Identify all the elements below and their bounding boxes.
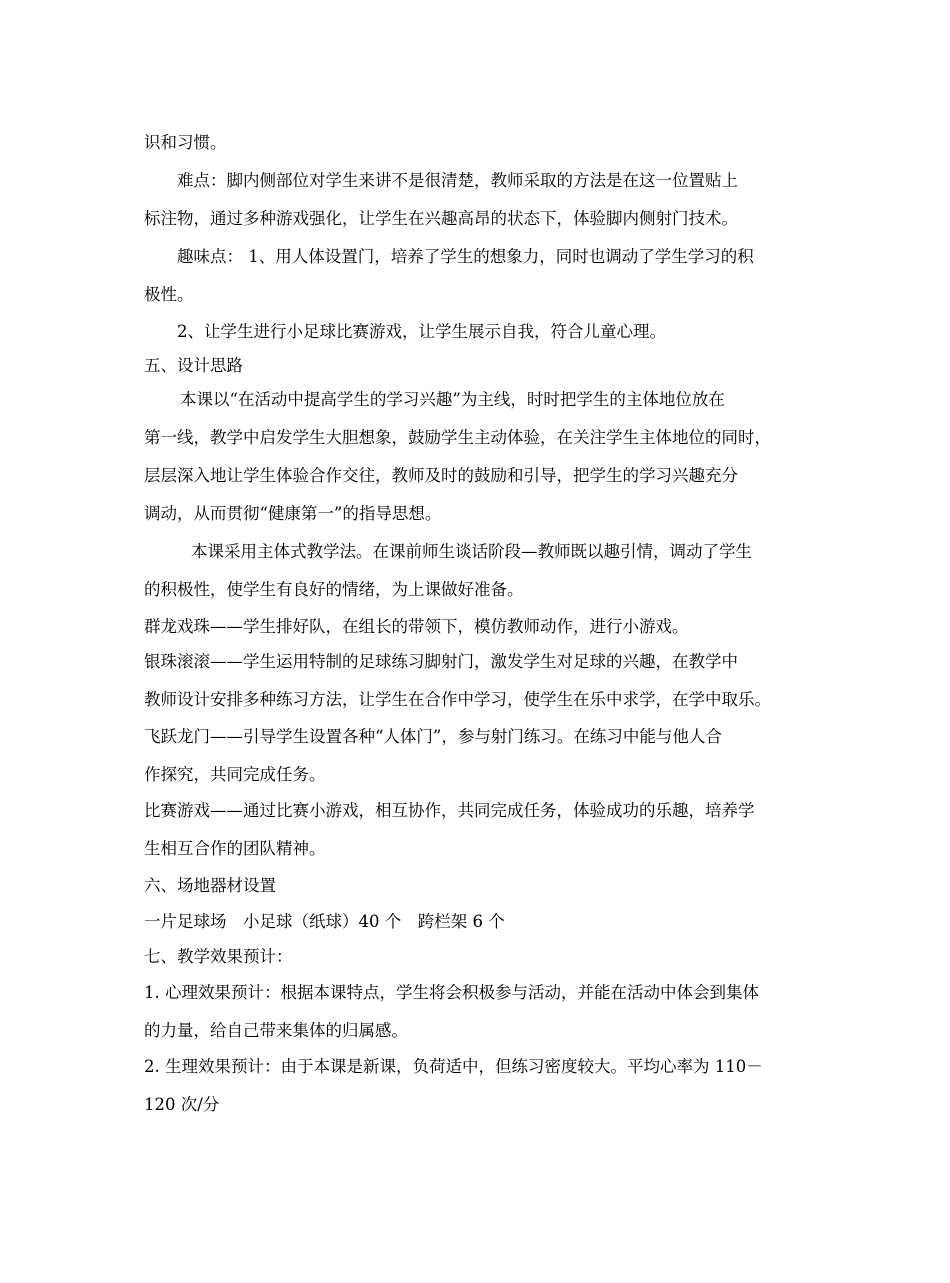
text-line: 教师设计安排多种练习方法，让学生在合作中学习，使学生在乐中求学，在学中取乐。 bbox=[144, 690, 771, 709]
text-line: 标注物，通过多种游戏强化，让学生在兴趣高昂的状态下，体验脚内侧射门技术。 bbox=[144, 209, 738, 228]
text-line: 的力量，给自己带来集体的归属感。 bbox=[144, 1021, 408, 1040]
text-line: 趣味点： 1、用人体设置门，培养了学生的想象力，同时也调动了学生学习的积 bbox=[177, 247, 754, 266]
text-line: 120 次/分 bbox=[144, 1095, 220, 1114]
text-line: 本课采用主体式教学法。在课前师生谈话阶段—教师既以趣引情，调动了学生 bbox=[191, 542, 752, 561]
text-line: 飞跃龙门——引导学生设置各种“人体门”，参与射门练习。在练习中能与他人合 bbox=[144, 727, 722, 746]
text-line: 2. 生理效果预计：由于本课是新课，负荷适中，但练习密度较大。平均心率为 110－ bbox=[144, 1057, 763, 1076]
text-line: 本课以“在活动中提高学生的学习兴趣”为主线，时时把学生的主体地位放在 bbox=[180, 390, 725, 409]
text-line: 一片足球场 小足球（纸球）40 个 跨栏架 6 个 bbox=[144, 912, 505, 931]
text-line: 群龙戏珠——学生排好队，在组长的带领下，模仿教师动作，进行小游戏。 bbox=[144, 617, 689, 636]
text-line: 比赛游戏——通过比赛小游戏，相互协作，共同完成任务，体验成功的乐趣，培养学 bbox=[144, 801, 755, 820]
text-line: 银珠滚滚——学生运用特制的足球练习脚射门，激发学生对足球的兴趣，在教学中 bbox=[144, 652, 738, 671]
text-line: 第一线，教学中启发学生大胆想象，鼓励学生主动体验，在关注学生主体地位的同时， bbox=[144, 428, 771, 447]
section-heading: 六、场地器材设置 bbox=[144, 876, 276, 895]
section-heading: 五、设计思路 bbox=[144, 356, 243, 375]
text-line: 调动，从而贯彻“健康第一”的指导思想。 bbox=[144, 504, 442, 523]
text-line: 作探究，共同完成任务。 bbox=[144, 765, 326, 784]
text-line: 生相互合作的团队精神。 bbox=[144, 839, 326, 858]
text-line: 层层深入地让学生体验合作交往，教师及时的鼓励和引导，把学生的学习兴趣充分 bbox=[144, 466, 738, 485]
text-line: 识和习惯。 bbox=[144, 133, 227, 152]
section-heading: 七、教学效果预计： bbox=[144, 947, 293, 966]
text-line: 1. 心理效果预计：根据本课特点，学生将会积极参与活动，并能在活动中体会到集体 bbox=[144, 983, 759, 1002]
text-line: 极性。 bbox=[144, 285, 194, 304]
text-line: 难点：脚内侧部位对学生来讲不是很清楚，教师采取的方法是在这一位置贴上 bbox=[177, 171, 738, 190]
text-line: 2、让学生进行小足球比赛游戏，让学生展示自我，符合儿童心理。 bbox=[177, 322, 666, 341]
text-line: 的积极性，使学生有良好的情绪，为上课做好准备。 bbox=[144, 580, 524, 599]
